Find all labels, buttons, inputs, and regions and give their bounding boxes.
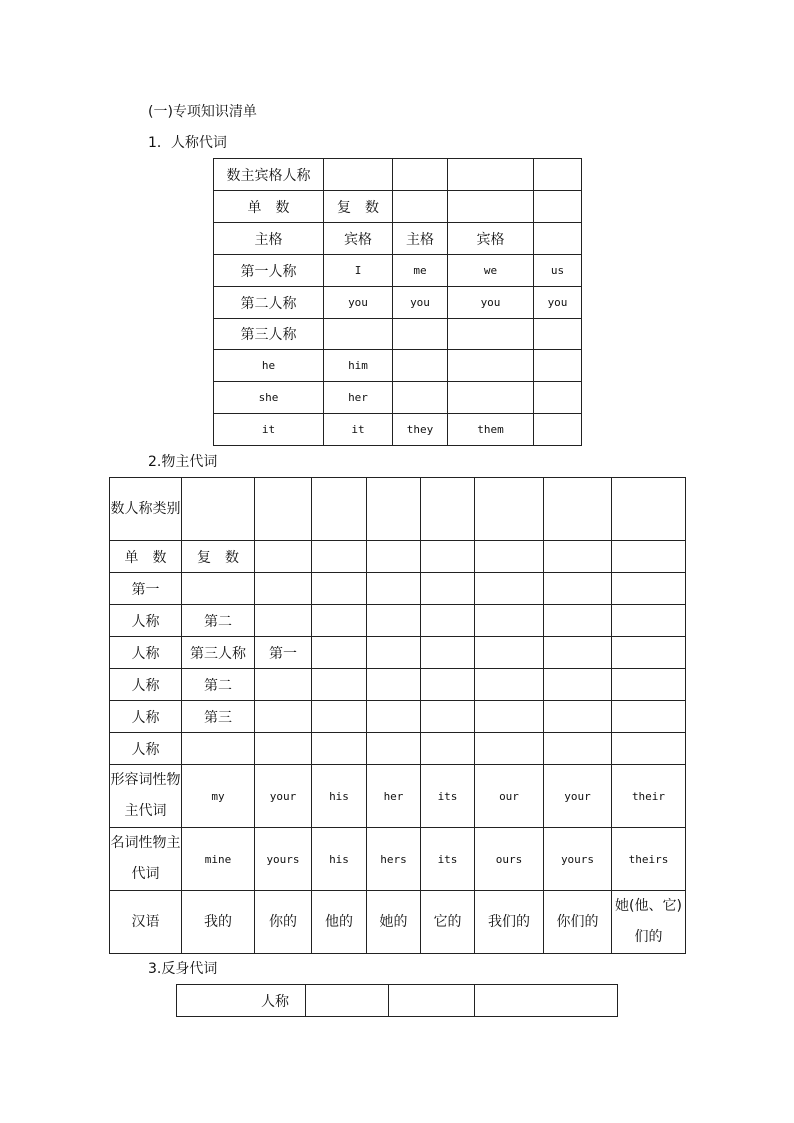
- table2-cell: [255, 478, 312, 541]
- table2-cell: [312, 669, 367, 701]
- table1-cell: [448, 191, 534, 223]
- table1-cell: [393, 382, 448, 414]
- table2-cell: [255, 669, 312, 701]
- table1-cell: 第三人称: [214, 319, 324, 350]
- table2-cell: [367, 669, 421, 701]
- table1-cell: you: [448, 287, 534, 319]
- table2-cell: 我们的: [475, 891, 544, 954]
- table1-cell: 宾格: [448, 223, 534, 255]
- table3-cell: [306, 985, 389, 1017]
- table2-cell: 第一: [110, 573, 182, 605]
- table1-cell: him: [324, 350, 393, 382]
- table2-cell: [255, 733, 312, 765]
- table2-cell: [312, 733, 367, 765]
- table2-cell: [612, 478, 686, 541]
- table2-cell: [475, 478, 544, 541]
- table2-cell: [421, 701, 475, 733]
- table1-row: [214, 223, 582, 255]
- table1-cell: 第一人称: [214, 255, 324, 287]
- table1-cell: her: [324, 382, 393, 414]
- table2-cell: [367, 573, 421, 605]
- table2-cell: her: [367, 765, 421, 828]
- table2-row: [110, 701, 686, 733]
- table2-cell: [182, 573, 255, 605]
- table2-cell: 我的: [182, 891, 255, 954]
- table1-row: [214, 287, 582, 319]
- table2-cell: my: [182, 765, 255, 828]
- table1-cell: 单 数: [214, 191, 324, 223]
- table2-cell: [312, 605, 367, 637]
- table2-cell: [612, 669, 686, 701]
- table2-cell: [544, 478, 612, 541]
- table1-row: [214, 191, 582, 223]
- table2-cell: 汉语: [110, 891, 182, 954]
- table2-cell: 你们的: [544, 891, 612, 954]
- table2-cell: our: [475, 765, 544, 828]
- heading-possessive-pronouns: 2.物主代词: [148, 454, 218, 470]
- possessive-pronoun-table: [109, 477, 686, 954]
- table2-cell: [421, 605, 475, 637]
- table2-cell: theirs: [612, 828, 686, 891]
- table2-row: [110, 637, 686, 669]
- table2-cell: his: [312, 828, 367, 891]
- table2-cell: 第三人称: [182, 637, 255, 669]
- table1-cell: you: [324, 287, 393, 319]
- table1-cell: [448, 319, 534, 350]
- table2-cell: 她(他、它)们的: [612, 891, 686, 954]
- table1-cell: 数主宾格人称: [214, 159, 324, 191]
- table1-cell: [448, 159, 534, 191]
- table2-cell: 人称: [110, 669, 182, 701]
- table1-cell: 复 数: [324, 191, 393, 223]
- table2-cell: 数人称类别: [110, 478, 182, 541]
- personal-pronoun-table: [213, 158, 582, 446]
- table2-cell: 人称: [110, 605, 182, 637]
- table2-cell: [421, 478, 475, 541]
- table2-cell: [475, 669, 544, 701]
- table3-row: [177, 985, 618, 1017]
- table2-cell: [421, 541, 475, 573]
- table1-cell: 主格: [214, 223, 324, 255]
- table1-cell: [324, 319, 393, 350]
- reflexive-pronoun-table: [176, 984, 618, 1017]
- table2-cell: their: [612, 765, 686, 828]
- table1-cell: [534, 191, 582, 223]
- table2-cell: 第二: [182, 605, 255, 637]
- table1-cell: she: [214, 382, 324, 414]
- table1-cell: I: [324, 255, 393, 287]
- table2-cell: [312, 637, 367, 669]
- table2-cell: [255, 605, 312, 637]
- table2-cell: [544, 605, 612, 637]
- table1-cell: it: [324, 414, 393, 446]
- heading-reflexive-pronouns: 3.反身代词: [148, 961, 218, 977]
- table2-cell: 第二: [182, 669, 255, 701]
- table3-cell: [475, 985, 618, 1017]
- table2-cell: [612, 573, 686, 605]
- table2-cell: [544, 637, 612, 669]
- table2-row: [110, 733, 686, 765]
- table1-cell: 第二人称: [214, 287, 324, 319]
- table1-row: [214, 350, 582, 382]
- table2-cell: 人称: [110, 733, 182, 765]
- table2-cell: [544, 701, 612, 733]
- table2-cell: 她的: [367, 891, 421, 954]
- table1-cell: them: [448, 414, 534, 446]
- table2-cell: his: [312, 765, 367, 828]
- table2-cell: [421, 669, 475, 701]
- table1-cell: he: [214, 350, 324, 382]
- table2-cell: [367, 701, 421, 733]
- table2-cell: [255, 573, 312, 605]
- table2-row: [110, 669, 686, 701]
- table1-cell: [393, 159, 448, 191]
- table2-cell: 它的: [421, 891, 475, 954]
- table2-cell: [475, 573, 544, 605]
- table2-cell: [312, 701, 367, 733]
- table1-cell: [534, 382, 582, 414]
- table1-row: [214, 159, 582, 191]
- table2-cell: mine: [182, 828, 255, 891]
- table2-cell: [544, 573, 612, 605]
- table2-row: [110, 605, 686, 637]
- table1-cell: [324, 159, 393, 191]
- table2-cell: [367, 541, 421, 573]
- table2-cell: your: [255, 765, 312, 828]
- table2-cell: [421, 573, 475, 605]
- table3-cell: 人称: [177, 985, 306, 1017]
- table2-cell: your: [544, 765, 612, 828]
- table2-cell: [612, 541, 686, 573]
- table1-cell: [393, 319, 448, 350]
- table3-cell: [389, 985, 475, 1017]
- table2-cell: [612, 605, 686, 637]
- table2-cell: yours: [544, 828, 612, 891]
- table1-cell: you: [393, 287, 448, 319]
- table1-cell: it: [214, 414, 324, 446]
- table2-row: [110, 573, 686, 605]
- table2-row: [110, 828, 686, 891]
- table2-cell: [421, 637, 475, 669]
- table1-row: [214, 414, 582, 446]
- table1-cell: me: [393, 255, 448, 287]
- table2-cell: 名词性物主代词: [110, 828, 182, 891]
- table1-row: [214, 382, 582, 414]
- table2-cell: [544, 669, 612, 701]
- table1-cell: 宾格: [324, 223, 393, 255]
- table2-cell: 复 数: [182, 541, 255, 573]
- table2-cell: 人称: [110, 701, 182, 733]
- table2-cell: 他的: [312, 891, 367, 954]
- table1-cell: they: [393, 414, 448, 446]
- table1-cell: [534, 223, 582, 255]
- table2-cell: [612, 733, 686, 765]
- table2-cell: hers: [367, 828, 421, 891]
- table2-cell: [367, 733, 421, 765]
- table2-cell: [612, 701, 686, 733]
- table2-cell: [255, 701, 312, 733]
- table2-cell: [475, 541, 544, 573]
- table2-cell: [312, 573, 367, 605]
- table2-cell: [612, 637, 686, 669]
- section-title: (一)专项知识清单: [148, 104, 257, 120]
- table2-cell: [367, 478, 421, 541]
- table1-cell: 主格: [393, 223, 448, 255]
- table1-cell: us: [534, 255, 582, 287]
- table2-cell: [312, 541, 367, 573]
- table2-cell: yours: [255, 828, 312, 891]
- table2-row: [110, 891, 686, 954]
- table1-cell: [534, 319, 582, 350]
- table2-cell: [255, 541, 312, 573]
- table1-cell: [534, 414, 582, 446]
- table1-cell: [534, 350, 582, 382]
- table2-cell: ours: [475, 828, 544, 891]
- table1-row: [214, 319, 582, 350]
- table2-row: [110, 478, 686, 541]
- table2-cell: 你的: [255, 891, 312, 954]
- table1-cell: [448, 350, 534, 382]
- table2-cell: [544, 541, 612, 573]
- table2-cell: [182, 478, 255, 541]
- table2-cell: [544, 733, 612, 765]
- table1-cell: [393, 191, 448, 223]
- table1-cell: you: [534, 287, 582, 319]
- heading-personal-pronouns: 1．人称代词: [148, 135, 227, 151]
- table2-cell: 第一: [255, 637, 312, 669]
- table2-cell: its: [421, 828, 475, 891]
- table2-cell: [475, 605, 544, 637]
- table2-cell: 形容词性物主代词: [110, 765, 182, 828]
- table2-cell: its: [421, 765, 475, 828]
- table2-cell: 人称: [110, 637, 182, 669]
- table2-row: [110, 541, 686, 573]
- table2-row: [110, 765, 686, 828]
- table2-cell: [475, 733, 544, 765]
- table2-cell: 第三: [182, 701, 255, 733]
- table2-cell: [475, 637, 544, 669]
- table2-cell: [182, 733, 255, 765]
- table1-cell: we: [448, 255, 534, 287]
- table2-cell: [367, 605, 421, 637]
- table2-cell: 单 数: [110, 541, 182, 573]
- table2-cell: [421, 733, 475, 765]
- table2-cell: [367, 637, 421, 669]
- table1-cell: [534, 159, 582, 191]
- table2-cell: [312, 478, 367, 541]
- table1-row: [214, 255, 582, 287]
- table2-cell: [475, 701, 544, 733]
- table1-cell: [448, 382, 534, 414]
- table1-cell: [393, 350, 448, 382]
